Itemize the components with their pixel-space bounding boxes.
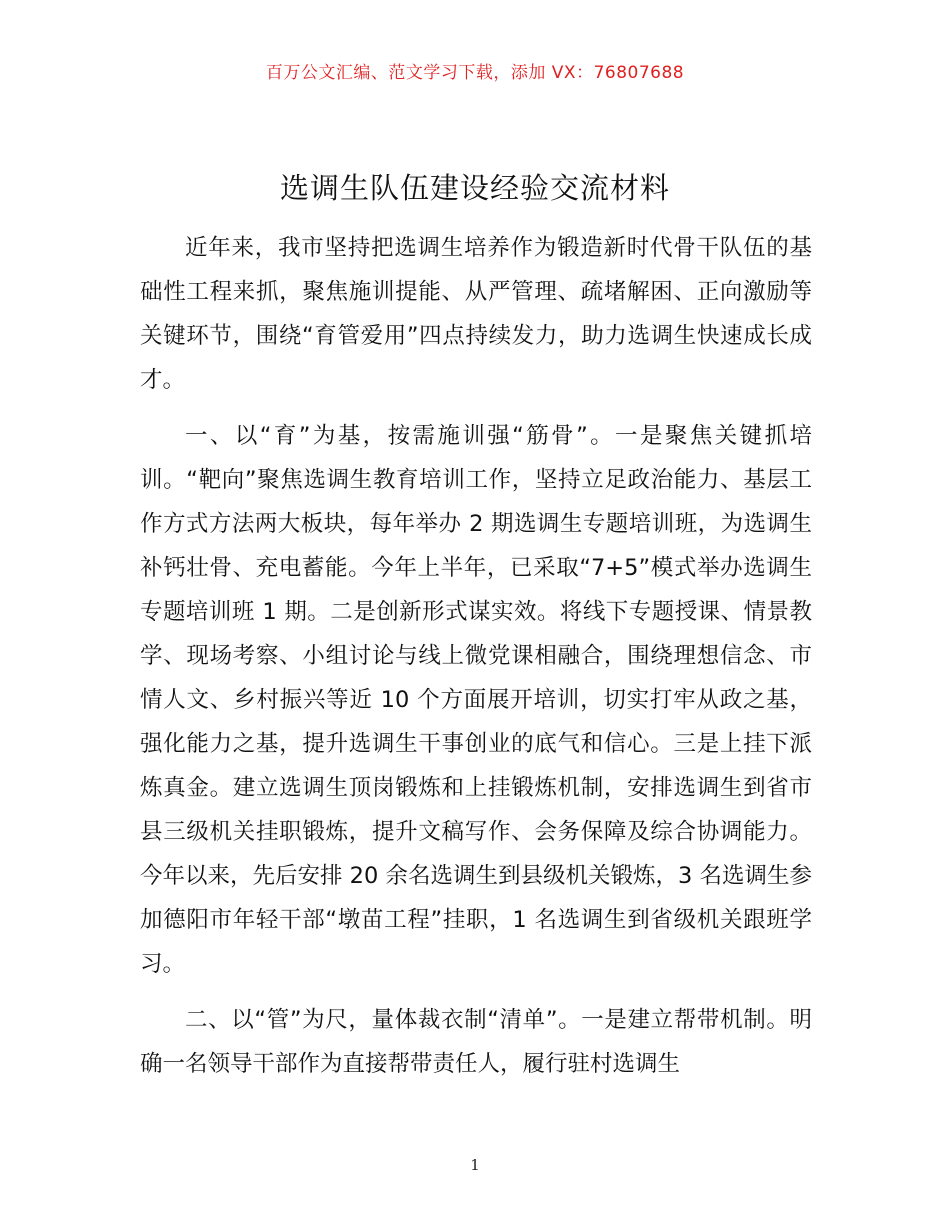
header-banner: 百万公文汇编、范文学习下载，添加 VX：76807688 xyxy=(265,63,685,83)
document-title: 选调生队伍建设经验交流材料 xyxy=(279,171,670,205)
paragraph-section-2: 二、以“管”为尺，量体裁衣制“清单”。一是建立帮带机制。明确一名领导干部作为直接帮带责任人，履行驻村选调生 xyxy=(140,1007,812,1077)
paragraph-section-1: 一、以“育”为基，按需施训强“筋骨”。一是聚焦关键抓培训。“靶向”聚焦选调生教育培训工作，坚持立足政治能力、基层工作方式方法两大板块，每年举办 2 期选调生专题培训班，为选调生补钙壮骨、充电蓄能。今年上半年，已采取“7+5”模式举办选调生专题培训班 1 期。二是创新形式谋实效。将线下专题授课、情景教学、现场考察、小组讨论与线上微党课相融合，围绕理想信念、市情人文、乡村振兴等近 10 个方面展开培训，切实打牢从政之基，强化能力之基，提升选调生干事创业的底气和信心。三是上挂下派炼真金。建立选调生顶岗锻炼和上挂锻炼机制，安排选调生到省市县三级机关挂职锻炼，提升文稿写作、会务保障及综合协调能力。今年以来，先后安排 20 余名选调生到县级机关锻炼，3 名选调生参加德阳市年轻干部“墩苗工程”挂职，1 名选调生到省级机关跟班学习。 xyxy=(140,423,812,977)
paragraph-intro: 近年来，我市坚持把选调生培养作为锻造新时代骨干队伍的基础性工程来抓，聚焦施训提能、从严管理、疏堵解困、正向激励等关键环节，围绕“育管爱用”四点持续发力，助力选调生快速成长成才。 xyxy=(140,235,812,393)
page-number: 1 xyxy=(470,1156,480,1174)
document-body xyxy=(140,226,812,1098)
